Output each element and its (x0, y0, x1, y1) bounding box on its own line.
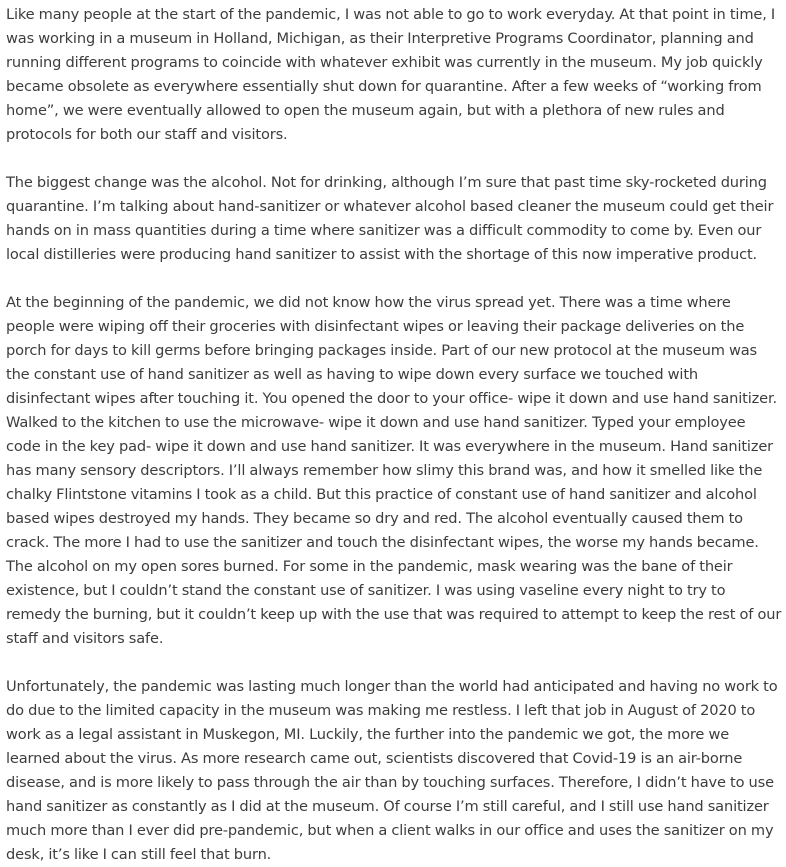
paragraph-4: Unfortunately, the pandemic was lasting much longer than the world had anticipated and having no work to do due to the limited capacity in the museum was making me restless. I left that job in August of 2020 to work as a legal assistant in Muskegon, MI. Luckily, the further into the pandemic we got, the more we learned about the virus. As more research came out, scientists discovered that Covid-19 is an air-borne disease, and is more likely to pass through the air than by touching surfaces. Therefore, I didn’t have to use hand sanitizer as constantly as I did at the museum. Of course I’m still careful, and I still use hand sanitizer much more than I ever did pre-pandemic, but when a client walks in our office and uses the sanitizer on my desk, it’s like I can still feel that burn. (6, 678, 778, 863)
paragraph-3: At the beginning of the pandemic, we did not know how the virus spread yet. There was a time where people were wiping off their groceries with disinfectant wipes or leaving their package deliveries on the porch for days to kill germs before bringing packages inside. Part of our new protocol at the museum was the constant use of hand sanitizer as well as having to wipe down every surface we touched with disinfectant wipes after touching it. You opened the door to your office- wipe it down and use hand sanitizer. Walked to the kitchen to use the microwave- wipe it down and use hand sanitizer. Typed your employee code in the key pad- wipe it down and use hand sanitizer. It was everywhere in the museum. Hand sanitizer has many sensory descriptors. I’ll always remember how slimy this brand was, and how it smelled like the chalky Flintstone vitamins I took as a child. But this practice of constant use of hand sanitizer and alcohol based wipes destroyed my hands. They became so dry and red. The alcohol eventually caused them to crack. The more I had to use the sanitizer and touch the disinfectant wipes, the worse my hands became. The alcohol on my open sores burned. For some in the pandemic, mask wearing was the bane of their existence, but I couldn’t stand the constant use of sanitizer. I was using vaseline every night to try to remedy the burning, but it couldn’t keep up with the use that was required to attempt to keep the rest of our staff and visitors safe. (6, 294, 782, 647)
paragraph-1: Like many people at the start of the pandemic, I was not able to go to work everyday. At that point in time, I was working in a museum in Holland, Michigan, as their Interpretive Programs Coordinator, planning and running different programs to coincide with whatever exhibit was currently in the museum. My job quickly became obsolete as everywhere essentially shut down for quarantine. After a few weeks of “working from home”, we were eventually allowed to open the museum again, but with a plethora of new rules and protocols for both our staff and visitors. (6, 6, 776, 143)
paragraph-2: The biggest change was the alcohol. Not for drinking, although I’m sure that past time sky-rocketed during quarantine. I’m talking about hand-sanitizer or whatever alcohol based cleaner the museum could get their hands on in mass quantities during a time where sanitizer was a difficult commodity to come by. Even our local distilleries were producing hand sanitizer to assist with the shortage of this now imperative product. (6, 174, 774, 263)
